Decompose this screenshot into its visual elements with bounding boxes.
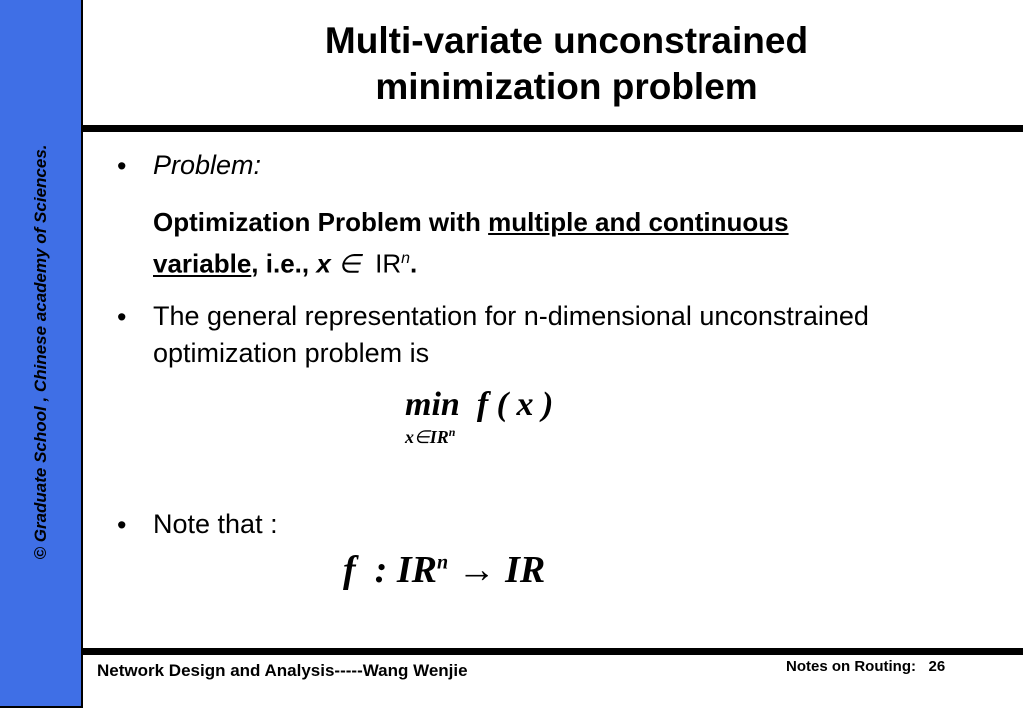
problem-text-underlined-2: variable	[153, 248, 252, 279]
copyright-text: © Graduate School , Chinese academy of Sciences.	[31, 144, 50, 560]
title-line-2: minimization problem	[375, 66, 758, 107]
note-text: Note that :	[153, 509, 278, 539]
formula-mapping	[343, 548, 545, 592]
sub-in: ∈	[414, 427, 430, 447]
sub-x: x	[405, 427, 414, 447]
footer-course: Network Design and Analysis-----Wang Wenjie	[97, 661, 468, 680]
general-line-2: optimization problem is	[153, 338, 430, 368]
footer-notes	[786, 658, 945, 675]
map-f: f	[343, 549, 356, 591]
map-colon: :	[374, 549, 388, 591]
element-of-symbol: ∈	[338, 249, 361, 279]
problem-label: Problem:	[153, 150, 262, 180]
sub-ir: IR	[429, 427, 449, 447]
sidebar	[0, 0, 83, 708]
formula-min-op: min	[405, 386, 460, 423]
problem-period: .	[410, 248, 418, 279]
bullet-dot: •	[117, 510, 127, 540]
sub-n: n	[448, 425, 456, 439]
formula-min-subscript	[405, 425, 455, 448]
footer-notes-label: Notes on Routing:	[786, 658, 916, 675]
map-n: n	[436, 551, 449, 574]
title-divider	[82, 125, 1023, 132]
problem-text-line-1	[153, 204, 789, 240]
problem-text-ie: , i.e.,	[251, 248, 317, 279]
bullet-dot: •	[117, 151, 127, 181]
slide-title	[110, 18, 1023, 110]
problem-n: n	[401, 250, 411, 267]
map-ir: IR	[396, 549, 437, 591]
arrow-icon: →	[457, 549, 496, 591]
formula-arg: ( x )	[496, 386, 554, 423]
problem-ir: IR	[375, 248, 402, 279]
footer-divider	[82, 648, 1023, 655]
problem-x: x	[316, 248, 331, 279]
problem-text-underlined-1: multiple and continuous	[488, 207, 789, 237]
formula-f: f	[476, 386, 489, 423]
map-ir2: IR	[505, 549, 546, 591]
problem-text-prefix: Optimization Problem with	[153, 207, 489, 237]
general-line-1: The general representation for n-dimensional unconstrained	[153, 301, 869, 331]
formula-min	[405, 386, 553, 424]
bullet-dot: •	[117, 302, 127, 332]
title-line-1: Multi-variate unconstrained	[324, 20, 809, 61]
page-number: 26	[928, 658, 946, 675]
problem-text-line-2	[153, 241, 417, 283]
